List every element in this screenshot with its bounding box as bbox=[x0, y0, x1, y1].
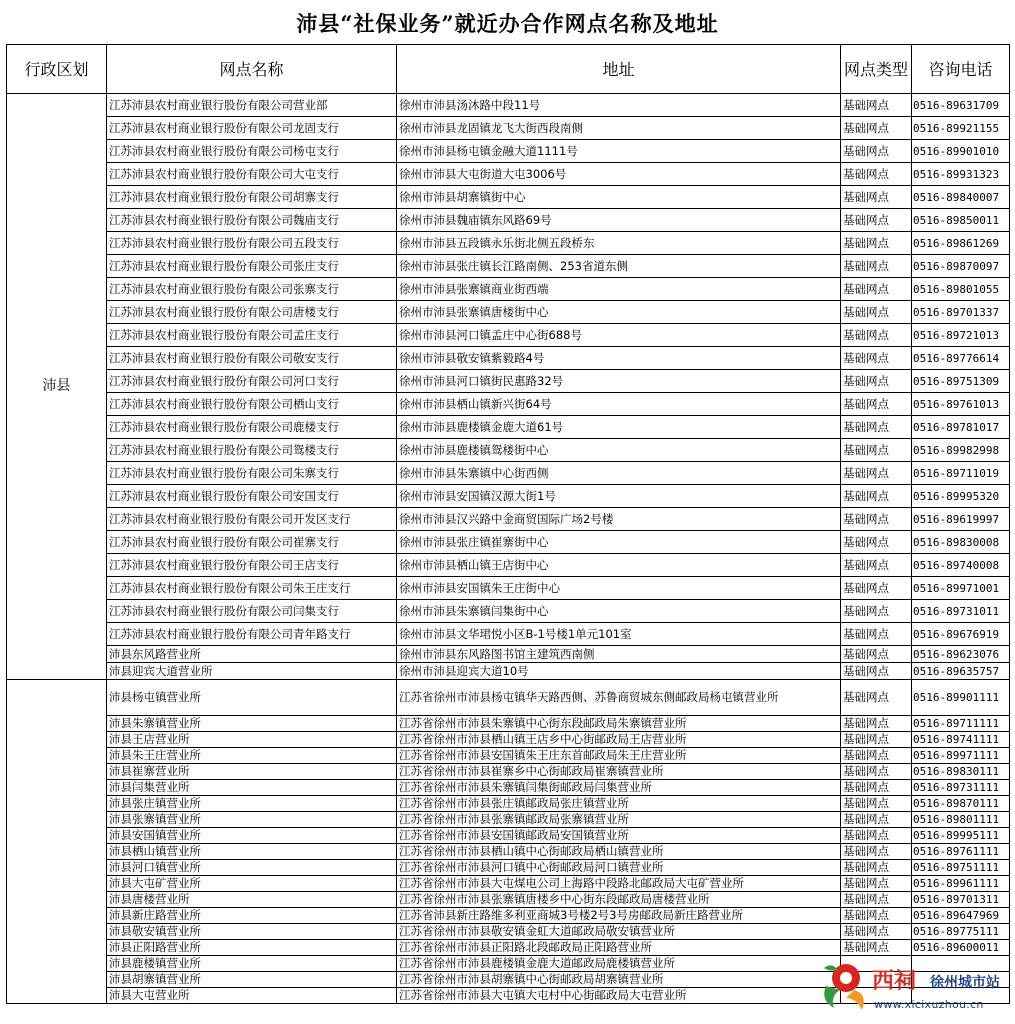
outlet-type-cell: 基础网点 bbox=[841, 828, 912, 844]
outlet-type-cell: 基础网点 bbox=[841, 908, 912, 924]
phone-cell: 0516-89751309 bbox=[912, 370, 1010, 393]
outlet-name-cell: 江苏沛县农村商业银行股份有限公司开发区支行 bbox=[107, 508, 397, 531]
address-cell: 徐州市沛县汉兴路中金商贸国际广场2号楼 bbox=[397, 508, 841, 531]
outlet-name-cell: 江苏沛县农村商业银行股份有限公司闫集支行 bbox=[107, 600, 397, 623]
outlet-name-cell: 江苏沛县农村商业银行股份有限公司鹿楼支行 bbox=[107, 416, 397, 439]
address-cell: 江苏省徐州市沛县大屯镇大屯村中心街邮政局大屯营业所 bbox=[397, 988, 841, 1004]
outlet-type-cell bbox=[841, 972, 912, 988]
address-cell: 徐州市沛县安国镇汉源大街1号 bbox=[397, 485, 841, 508]
header-outlet-type: 网点类型 bbox=[841, 45, 912, 94]
outlet-name-cell: 江苏沛县农村商业银行股份有限公司崔寨支行 bbox=[107, 531, 397, 554]
outlet-name-cell: 沛县唐楼营业所 bbox=[107, 892, 397, 908]
address-cell: 徐州市沛县朱寨镇闫集街中心 bbox=[397, 600, 841, 623]
outlet-type-cell: 基础网点 bbox=[841, 716, 912, 732]
header-outlet-name: 网点名称 bbox=[107, 45, 397, 94]
table-row bbox=[7, 844, 1010, 860]
page-title: 沛县“社保业务”就近办合作网点名称及地址 bbox=[296, 11, 719, 36]
phone-cell: 0516-89901111 bbox=[912, 680, 1010, 716]
phone-cell: 0516-89801111 bbox=[912, 812, 1010, 828]
address-cell: 江苏省沛县新庄路维多利亚商城3号楼2号3号房邮政局新庄路营业所 bbox=[397, 908, 841, 924]
phone-cell: 0516-89761013 bbox=[912, 393, 1010, 416]
outlet-name-cell: 江苏沛县农村商业银行股份有限公司孟庄支行 bbox=[107, 324, 397, 347]
outlet-name-cell: 江苏沛县农村商业银行股份有限公司大屯支行 bbox=[107, 163, 397, 186]
outlet-type-cell: 基础网点 bbox=[841, 416, 912, 439]
outlet-name-cell: 沛县迎宾大道营业所 bbox=[107, 663, 397, 680]
address-cell: 江苏省徐州市沛县崔寨乡中心街邮政局崔寨镇营业所 bbox=[397, 764, 841, 780]
address-cell: 徐州市沛县五段镇永乐街北侧五段桥东 bbox=[397, 232, 841, 255]
region-cell-continued bbox=[7, 680, 107, 1004]
phone-cell: 0516-89776614 bbox=[912, 347, 1010, 370]
outlet-name-cell: 沛县河口镇营业所 bbox=[107, 860, 397, 876]
table-row bbox=[7, 94, 1010, 117]
table-row bbox=[7, 554, 1010, 577]
outlet-name-cell: 沛县杨屯镇营业所 bbox=[107, 680, 397, 716]
outlet-type-cell: 基础网点 bbox=[841, 860, 912, 876]
address-cell: 江苏省徐州市沛县正阳路北段邮政局正阳路营业所 bbox=[397, 940, 841, 956]
table-row bbox=[7, 232, 1010, 255]
phone-cell: 0516-89761111 bbox=[912, 844, 1010, 860]
table-row bbox=[7, 531, 1010, 554]
table-row bbox=[7, 370, 1010, 393]
address-cell: 徐州市沛县张庄镇崔寨街中心 bbox=[397, 531, 841, 554]
outlet-type-cell: 基础网点 bbox=[841, 347, 912, 370]
outlet-name-cell: 沛县大屯矿营业所 bbox=[107, 876, 397, 892]
address-cell: 江苏省徐州市沛县安国镇朱王庄东首邮政局朱王庄营业所 bbox=[397, 748, 841, 764]
phone-cell: 0516-89711019 bbox=[912, 462, 1010, 485]
outlet-name-cell: 江苏沛县农村商业银行股份有限公司栖山支行 bbox=[107, 393, 397, 416]
address-cell: 徐州市沛县河口镇孟庄中心街688号 bbox=[397, 324, 841, 347]
table-row bbox=[7, 860, 1010, 876]
outlet-name-cell: 江苏沛县农村商业银行股份有限公司胡寨支行 bbox=[107, 186, 397, 209]
outlet-type-cell: 基础网点 bbox=[841, 748, 912, 764]
table-row bbox=[7, 485, 1010, 508]
address-cell: 徐州市沛县张庄镇长江路南侧、253省道东侧 bbox=[397, 255, 841, 278]
outlet-name-cell: 江苏沛县农村商业银行股份有限公司敬安支行 bbox=[107, 347, 397, 370]
outlet-type-cell: 基础网点 bbox=[841, 232, 912, 255]
table-row bbox=[7, 796, 1010, 812]
table-row bbox=[7, 347, 1010, 370]
outlet-type-cell: 基础网点 bbox=[841, 844, 912, 860]
table-row bbox=[7, 716, 1010, 732]
table-row bbox=[7, 764, 1010, 780]
phone-cell: 0516-89676919 bbox=[912, 623, 1010, 646]
table-row bbox=[7, 577, 1010, 600]
phone-cell: 0516-89861269 bbox=[912, 232, 1010, 255]
outlet-type-cell: 基础网点 bbox=[841, 255, 912, 278]
outlet-name-cell: 江苏沛县农村商业银行股份有限公司唐楼支行 bbox=[107, 301, 397, 324]
address-cell: 徐州市沛县安国镇朱王庄街中心 bbox=[397, 577, 841, 600]
outlet-name-cell: 沛县朱寨镇营业所 bbox=[107, 716, 397, 732]
outlet-type-cell: 基础网点 bbox=[841, 732, 912, 748]
outlet-name-cell: 江苏沛县农村商业银行股份有限公司杨屯支行 bbox=[107, 140, 397, 163]
phone-cell: 0516-89931323 bbox=[912, 163, 1010, 186]
address-cell: 徐州市沛县杨屯镇金融大道1111号 bbox=[397, 140, 841, 163]
outlet-type-cell: 基础网点 bbox=[841, 764, 912, 780]
table-header-row bbox=[7, 45, 1010, 94]
address-cell: 徐州市沛县鹿楼镇金鹿大道61号 bbox=[397, 416, 841, 439]
address-cell: 徐州市沛县栖山镇王店街中心 bbox=[397, 554, 841, 577]
address-cell: 江苏省徐州市沛县杨屯镇华天路西侧、苏鲁商贸城东侧邮政局杨屯镇营业所 bbox=[397, 680, 841, 716]
table-row bbox=[7, 663, 1010, 680]
watermark-url: www.xicixuzhou.cn bbox=[874, 998, 984, 1011]
phone-cell: 0516-89701337 bbox=[912, 301, 1010, 324]
address-cell: 江苏省徐州市沛县鹿楼镇金鹿大道邮政局鹿楼镇营业所 bbox=[397, 956, 841, 972]
phone-cell: 0516-89995320 bbox=[912, 485, 1010, 508]
outlet-type-cell: 基础网点 bbox=[841, 924, 912, 940]
outlet-name-cell: 沛县正阳路营业所 bbox=[107, 940, 397, 956]
table-row bbox=[7, 892, 1010, 908]
address-cell: 徐州市沛县文华珺悦小区B-1号楼1单元101室 bbox=[397, 623, 841, 646]
table-row bbox=[7, 600, 1010, 623]
outlet-name-cell: 江苏沛县农村商业银行股份有限公司营业部 bbox=[107, 94, 397, 117]
outlet-type-cell: 基础网点 bbox=[841, 485, 912, 508]
table-row bbox=[7, 780, 1010, 796]
address-cell: 徐州市沛县魏庙镇东风路69号 bbox=[397, 209, 841, 232]
watermark-site: 徐州城市站 bbox=[930, 975, 1000, 991]
phone-cell: 0516-89982998 bbox=[912, 439, 1010, 462]
address-cell: 徐州市沛县迎宾大道10号 bbox=[397, 663, 841, 680]
outlet-name-cell: 沛县安国镇营业所 bbox=[107, 828, 397, 844]
phone-cell: 0516-89850011 bbox=[912, 209, 1010, 232]
outlet-table bbox=[6, 44, 1010, 1004]
outlet-type-cell: 基础网点 bbox=[841, 324, 912, 347]
phone-cell: 0516-89971001 bbox=[912, 577, 1010, 600]
outlet-type-cell: 基础网点 bbox=[841, 439, 912, 462]
phone-cell: 0516-89741111 bbox=[912, 732, 1010, 748]
phone-cell bbox=[912, 956, 1010, 972]
address-cell: 江苏省徐州市沛县大屯煤电公司上海路中段路北邮政局大屯矿营业所 bbox=[397, 876, 841, 892]
outlet-type-cell: 基础网点 bbox=[841, 163, 912, 186]
outlet-type-cell: 基础网点 bbox=[841, 462, 912, 485]
outlet-type-cell: 基础网点 bbox=[841, 780, 912, 796]
table-row bbox=[7, 972, 1010, 988]
phone-cell: 0516-89775111 bbox=[912, 924, 1010, 940]
outlet-name-cell: 江苏沛县农村商业银行股份有限公司魏庙支行 bbox=[107, 209, 397, 232]
address-cell: 徐州市沛县敬安镇紫毅路4号 bbox=[397, 347, 841, 370]
outlet-name-cell: 江苏沛县农村商业银行股份有限公司朱寨支行 bbox=[107, 462, 397, 485]
outlet-name-cell: 江苏沛县农村商业银行股份有限公司龙固支行 bbox=[107, 117, 397, 140]
address-cell: 江苏省徐州市沛县敬安镇金虹大道邮政局敬安镇营业所 bbox=[397, 924, 841, 940]
address-cell: 江苏省徐州市沛县张寨镇唐楼乡中心街东段邮政局唐楼营业所 bbox=[397, 892, 841, 908]
outlet-type-cell: 基础网点 bbox=[841, 554, 912, 577]
address-cell: 徐州市沛县栖山镇新兴街64号 bbox=[397, 393, 841, 416]
outlet-name-cell: 江苏沛县农村商业银行股份有限公司河口支行 bbox=[107, 370, 397, 393]
outlet-type-cell: 基础网点 bbox=[841, 876, 912, 892]
address-cell: 徐州市沛县鹿楼镇鸳楼街中心 bbox=[397, 439, 841, 462]
table-row bbox=[7, 140, 1010, 163]
table-row bbox=[7, 924, 1010, 940]
outlet-type-cell: 基础网点 bbox=[841, 646, 912, 663]
table-row bbox=[7, 988, 1010, 1004]
phone-cell: 0516-89921155 bbox=[912, 117, 1010, 140]
outlet-type-cell bbox=[841, 988, 912, 1004]
address-cell: 江苏省徐州市沛县安国镇邮政局安国镇营业所 bbox=[397, 828, 841, 844]
outlet-name-cell: 江苏沛县农村商业银行股份有限公司鸳楼支行 bbox=[107, 439, 397, 462]
outlet-type-cell: 基础网点 bbox=[841, 663, 912, 680]
address-cell: 徐州市沛县大屯街道大屯3006号 bbox=[397, 163, 841, 186]
phone-cell: 0516-89623076 bbox=[912, 646, 1010, 663]
phone-cell: 0516-89647969 bbox=[912, 908, 1010, 924]
table-row bbox=[7, 876, 1010, 892]
table-row bbox=[7, 301, 1010, 324]
phone-cell: 0516-89830111 bbox=[912, 764, 1010, 780]
phone-cell bbox=[912, 988, 1010, 1004]
outlet-type-cell: 基础网点 bbox=[841, 393, 912, 416]
outlet-name-cell: 江苏沛县农村商业银行股份有限公司朱王庄支行 bbox=[107, 577, 397, 600]
phone-cell bbox=[912, 972, 1010, 988]
address-cell: 徐州市沛县张寨镇商业街西端 bbox=[397, 278, 841, 301]
outlet-name-cell: 沛县张寨镇营业所 bbox=[107, 812, 397, 828]
outlet-name-cell: 沛县新庄路营业所 bbox=[107, 908, 397, 924]
outlet-name-cell: 沛县闫集营业所 bbox=[107, 780, 397, 796]
outlet-name-cell: 沛县朱王庄营业所 bbox=[107, 748, 397, 764]
table-row bbox=[7, 732, 1010, 748]
address-cell: 徐州市沛县龙固镇龙飞大街西段南侧 bbox=[397, 117, 841, 140]
table-row bbox=[7, 255, 1010, 278]
address-cell: 江苏省徐州市沛县朱寨镇中心街东段邮政局朱寨镇营业所 bbox=[397, 716, 841, 732]
outlet-name-cell: 沛县鹿楼镇营业所 bbox=[107, 956, 397, 972]
table-row bbox=[7, 416, 1010, 439]
outlet-name-cell: 沛县崔寨营业所 bbox=[107, 764, 397, 780]
phone-cell: 0516-89781017 bbox=[912, 416, 1010, 439]
outlet-name-cell: 江苏沛县农村商业银行股份有限公司五段支行 bbox=[107, 232, 397, 255]
outlet-type-cell: 基础网点 bbox=[841, 577, 912, 600]
outlet-type-cell: 基础网点 bbox=[841, 796, 912, 812]
address-cell: 江苏省徐州市沛县张寨镇邮政局张寨镇营业所 bbox=[397, 812, 841, 828]
outlet-type-cell: 基础网点 bbox=[841, 278, 912, 301]
outlet-type-cell: 基础网点 bbox=[841, 940, 912, 956]
table-row bbox=[7, 812, 1010, 828]
phone-cell: 0516-89619997 bbox=[912, 508, 1010, 531]
outlet-type-cell: 基础网点 bbox=[841, 680, 912, 716]
outlet-type-cell: 基础网点 bbox=[841, 812, 912, 828]
table-row bbox=[7, 940, 1010, 956]
header-address: 地址 bbox=[397, 45, 841, 94]
address-cell: 江苏省徐州市沛县胡寨镇中心街邮政局胡寨镇营业所 bbox=[397, 972, 841, 988]
phone-cell: 0516-89635757 bbox=[912, 663, 1010, 680]
outlet-name-cell: 沛县敬安镇营业所 bbox=[107, 924, 397, 940]
phone-cell: 0516-89711111 bbox=[912, 716, 1010, 732]
phone-cell: 0516-89740008 bbox=[912, 554, 1010, 577]
address-cell: 徐州市沛县汤沐路中段11号 bbox=[397, 94, 841, 117]
address-cell: 江苏省徐州市沛县朱寨镇闫集街邮政局闫集营业所 bbox=[397, 780, 841, 796]
address-cell: 江苏省徐州市沛县栖山镇王店乡中心街邮政局王店营业所 bbox=[397, 732, 841, 748]
phone-cell: 0516-89840007 bbox=[912, 186, 1010, 209]
table-row bbox=[7, 278, 1010, 301]
outlet-type-cell: 基础网点 bbox=[841, 600, 912, 623]
table-row bbox=[7, 956, 1010, 972]
outlet-name-cell: 江苏沛县农村商业银行股份有限公司张庄支行 bbox=[107, 255, 397, 278]
table-row bbox=[7, 908, 1010, 924]
address-cell: 徐州市沛县胡寨镇街中心 bbox=[397, 186, 841, 209]
phone-cell: 0516-89971111 bbox=[912, 748, 1010, 764]
outlet-type-cell: 基础网点 bbox=[841, 117, 912, 140]
outlet-name-cell: 沛县王店营业所 bbox=[107, 732, 397, 748]
table-row bbox=[7, 324, 1010, 347]
outlet-type-cell: 基础网点 bbox=[841, 94, 912, 117]
table-row bbox=[7, 186, 1010, 209]
outlet-name-cell: 江苏沛县农村商业银行股份有限公司王店支行 bbox=[107, 554, 397, 577]
outlet-name-cell: 江苏沛县农村商业银行股份有限公司青年路支行 bbox=[107, 623, 397, 646]
table-row bbox=[7, 828, 1010, 844]
address-cell: 徐州市沛县张寨镇唐楼街中心 bbox=[397, 301, 841, 324]
table-row bbox=[7, 117, 1010, 140]
outlet-name-cell: 沛县胡寨镇营业所 bbox=[107, 972, 397, 988]
table-body bbox=[7, 94, 1010, 1004]
phone-cell: 0516-89600011 bbox=[912, 940, 1010, 956]
phone-cell: 0516-89830008 bbox=[912, 531, 1010, 554]
table-row bbox=[7, 748, 1010, 764]
outlet-name-cell: 沛县张庄镇营业所 bbox=[107, 796, 397, 812]
phone-cell: 0516-89801055 bbox=[912, 278, 1010, 301]
outlet-type-cell: 基础网点 bbox=[841, 892, 912, 908]
outlet-type-cell: 基础网点 bbox=[841, 623, 912, 646]
outlet-name-cell: 沛县栖山镇营业所 bbox=[107, 844, 397, 860]
outlet-type-cell bbox=[841, 956, 912, 972]
table-row bbox=[7, 462, 1010, 485]
table-row bbox=[7, 646, 1010, 663]
address-cell: 徐州市沛县朱寨镇中心街西侧 bbox=[397, 462, 841, 485]
phone-cell: 0516-89731111 bbox=[912, 780, 1010, 796]
address-cell: 江苏省徐州市沛县张庄镇邮政局张庄镇营业所 bbox=[397, 796, 841, 812]
phone-cell: 0516-89631709 bbox=[912, 94, 1010, 117]
table-row bbox=[7, 680, 1010, 716]
table-row bbox=[7, 209, 1010, 232]
phone-cell: 0516-89961111 bbox=[912, 876, 1010, 892]
outlet-name-cell: 沛县大屯营业所 bbox=[107, 988, 397, 1004]
table-row bbox=[7, 439, 1010, 462]
outlet-name-cell: 江苏沛县农村商业银行股份有限公司张寨支行 bbox=[107, 278, 397, 301]
watermark-brand: 西祠 bbox=[872, 968, 917, 994]
outlet-type-cell: 基础网点 bbox=[841, 508, 912, 531]
phone-cell: 0516-89870097 bbox=[912, 255, 1010, 278]
outlet-name-cell: 沛县东风路营业所 bbox=[107, 646, 397, 663]
phone-cell: 0516-89721013 bbox=[912, 324, 1010, 347]
table-row bbox=[7, 623, 1010, 646]
outlet-type-cell: 基础网点 bbox=[841, 370, 912, 393]
table-row bbox=[7, 508, 1010, 531]
outlet-type-cell: 基础网点 bbox=[841, 531, 912, 554]
phone-cell: 0516-89751111 bbox=[912, 860, 1010, 876]
phone-cell: 0516-89870111 bbox=[912, 796, 1010, 812]
region-cell: 沛县 bbox=[7, 94, 107, 680]
phone-cell: 0516-89731011 bbox=[912, 600, 1010, 623]
table-row bbox=[7, 163, 1010, 186]
header-region: 行政区划 bbox=[7, 45, 107, 94]
table-row bbox=[7, 393, 1010, 416]
outlet-type-cell: 基础网点 bbox=[841, 186, 912, 209]
address-cell: 徐州市沛县河口镇街民惠路32号 bbox=[397, 370, 841, 393]
phone-cell: 0516-89995111 bbox=[912, 828, 1010, 844]
phone-cell: 0516-89701311 bbox=[912, 892, 1010, 908]
phone-cell: 0516-89901010 bbox=[912, 140, 1010, 163]
outlet-type-cell: 基础网点 bbox=[841, 140, 912, 163]
outlet-name-cell: 江苏沛县农村商业银行股份有限公司安国支行 bbox=[107, 485, 397, 508]
address-cell: 江苏省徐州市沛县河口镇中心街邮政局河口镇营业所 bbox=[397, 860, 841, 876]
address-cell: 江苏省徐州市沛县栖山镇中心街邮政局栖山镇营业所 bbox=[397, 844, 841, 860]
outlet-type-cell: 基础网点 bbox=[841, 209, 912, 232]
outlet-type-cell: 基础网点 bbox=[841, 301, 912, 324]
address-cell: 徐州市沛县东风路图书馆主建筑西南侧 bbox=[397, 646, 841, 663]
header-phone: 咨询电话 bbox=[912, 45, 1010, 94]
